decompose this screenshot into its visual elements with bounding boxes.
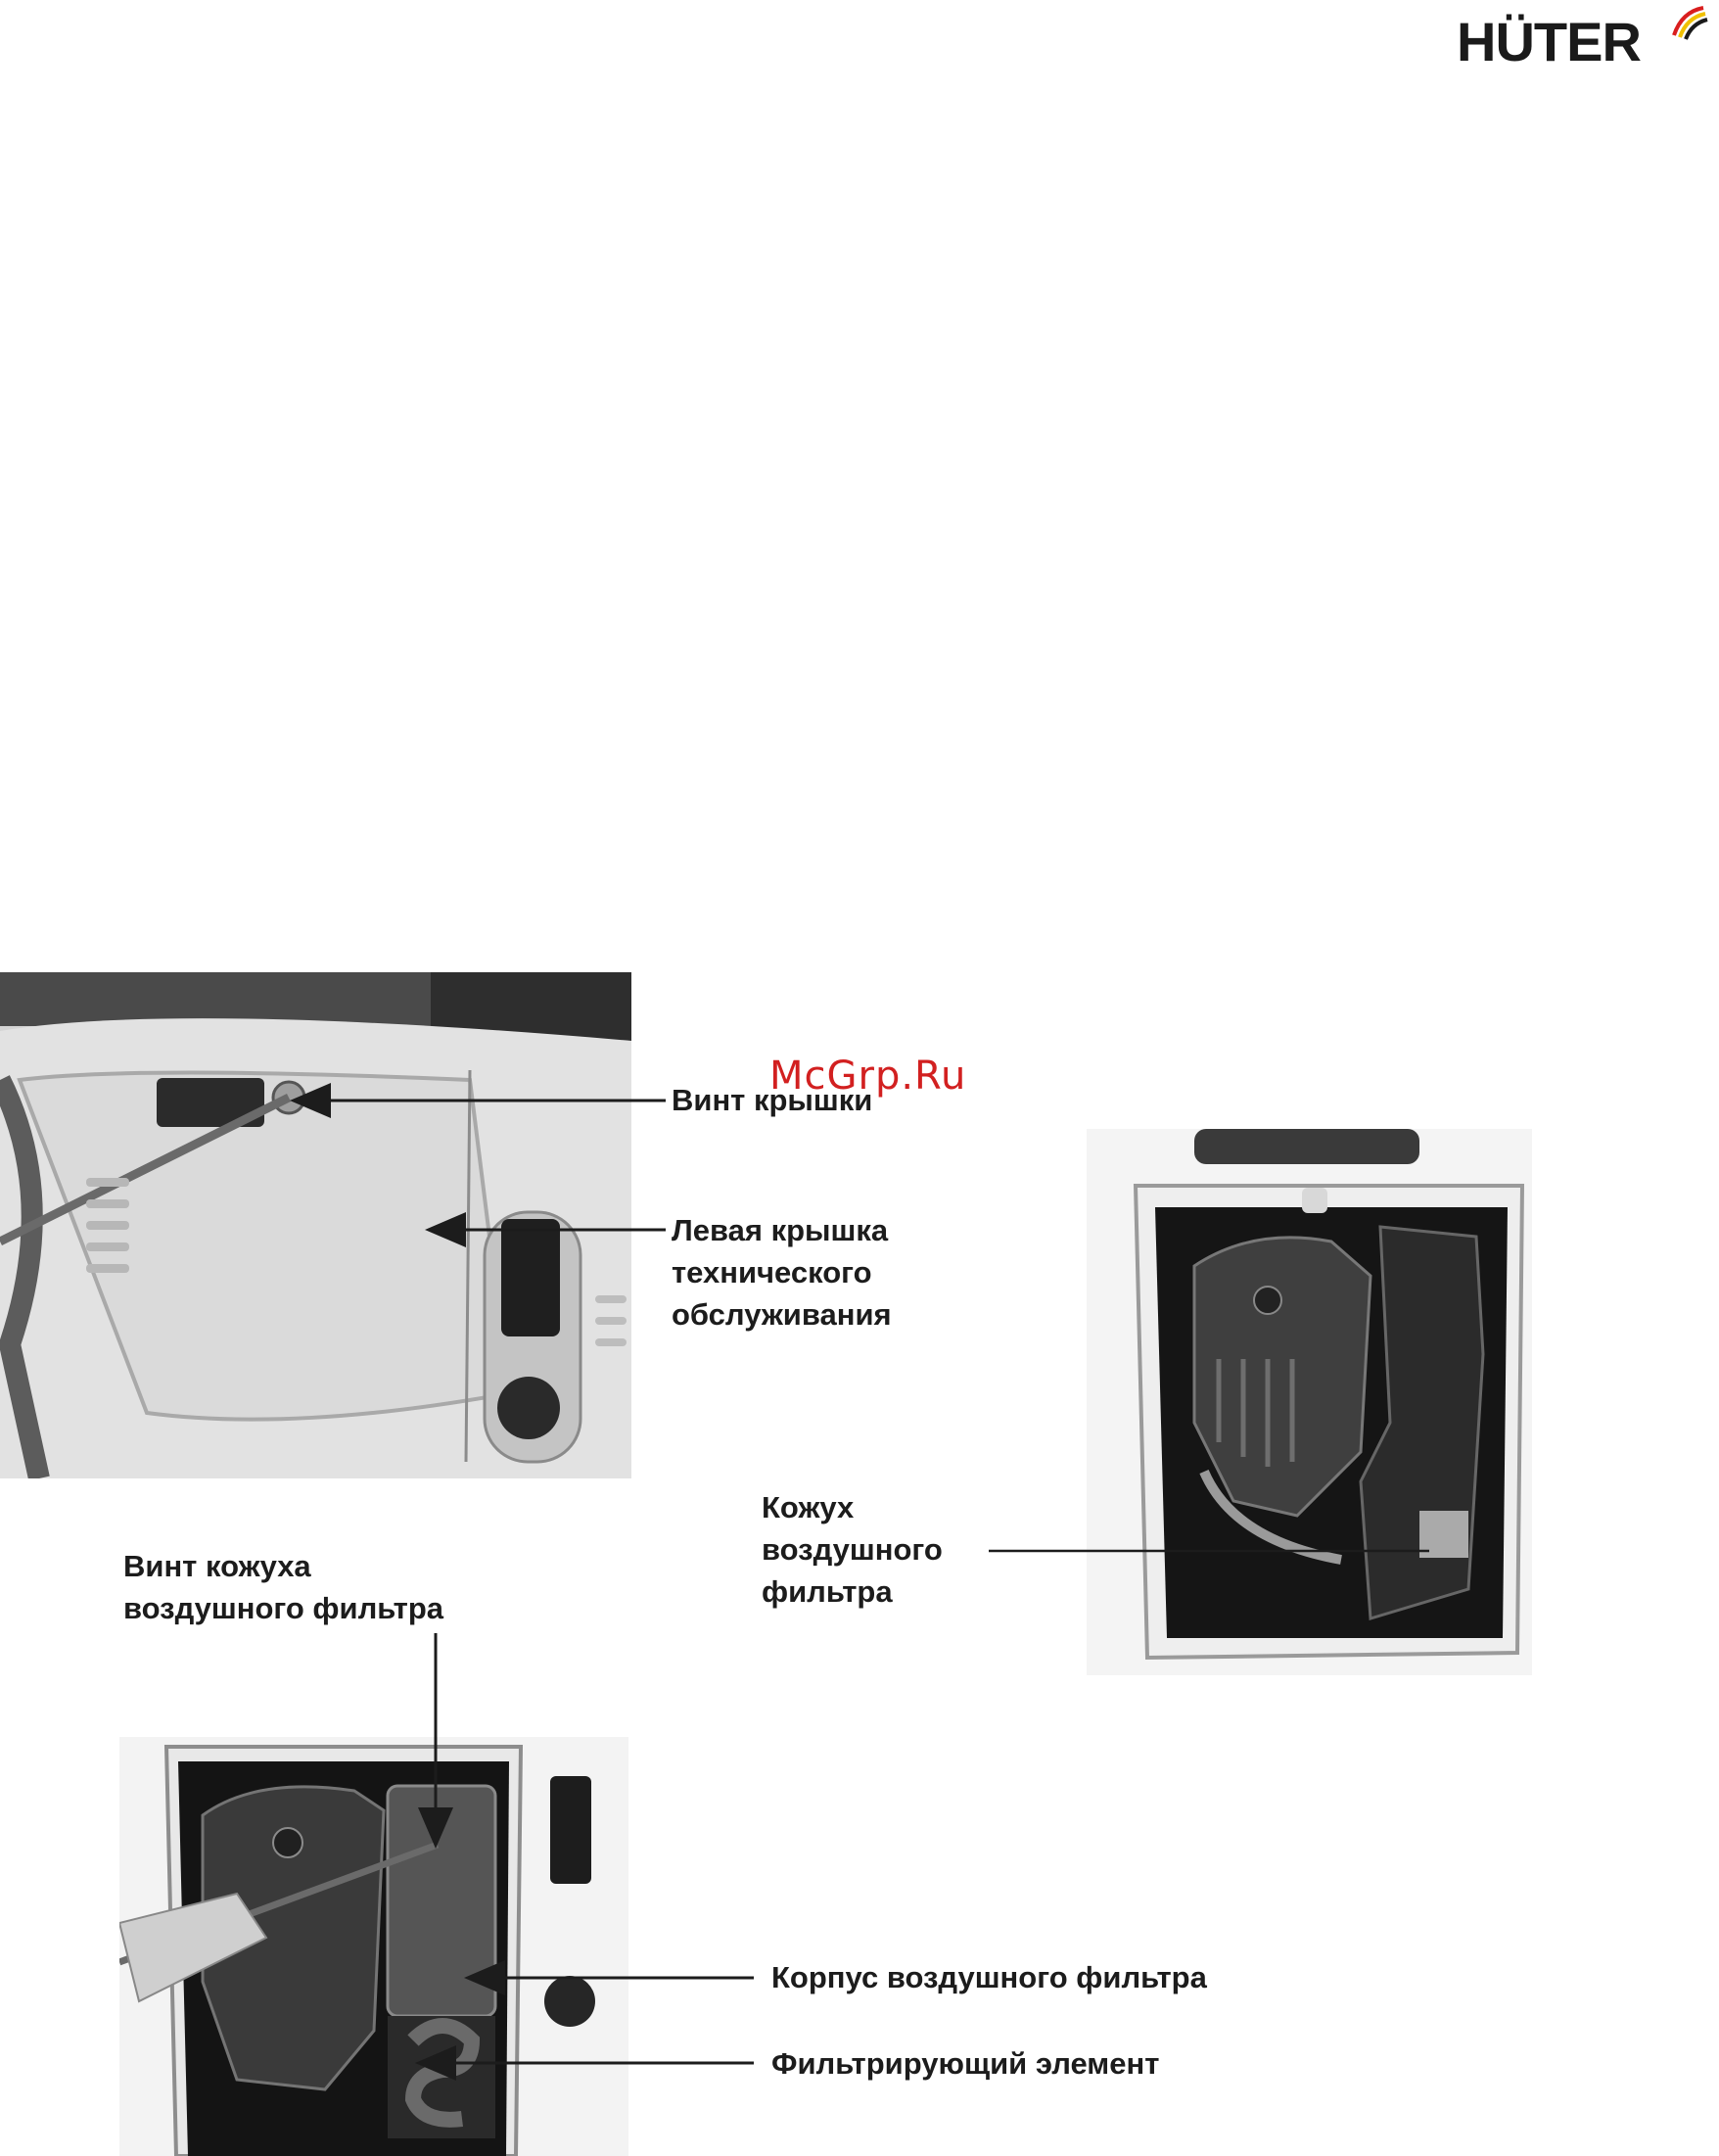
photo-air-filter-open (1087, 1129, 1532, 1675)
label-left-cover: Левая крышка технического обслуживания (672, 1213, 892, 1332)
photo-air-filter-screw (119, 1737, 628, 2156)
huter-logo (1453, 6, 1715, 76)
watermark: McGrp.Ru (769, 1054, 967, 1099)
label-housing-cover: Кожух воздушного фильтра (762, 1490, 943, 1609)
brand-wordmark: HÜTER (1457, 11, 1641, 72)
brand-swoosh-icon (1670, 4, 1709, 43)
label-filter-screw: Винт кожуха воздушного фильтра (123, 1549, 443, 1625)
label-filter-element: Фильтрирующий элемент (771, 2046, 1160, 2081)
label-cover-screw: Винт крышки (672, 1083, 873, 1117)
photo-left-cover (0, 972, 631, 1478)
label-filter-housing: Корпус воздушного фильтра (771, 1960, 1207, 1994)
